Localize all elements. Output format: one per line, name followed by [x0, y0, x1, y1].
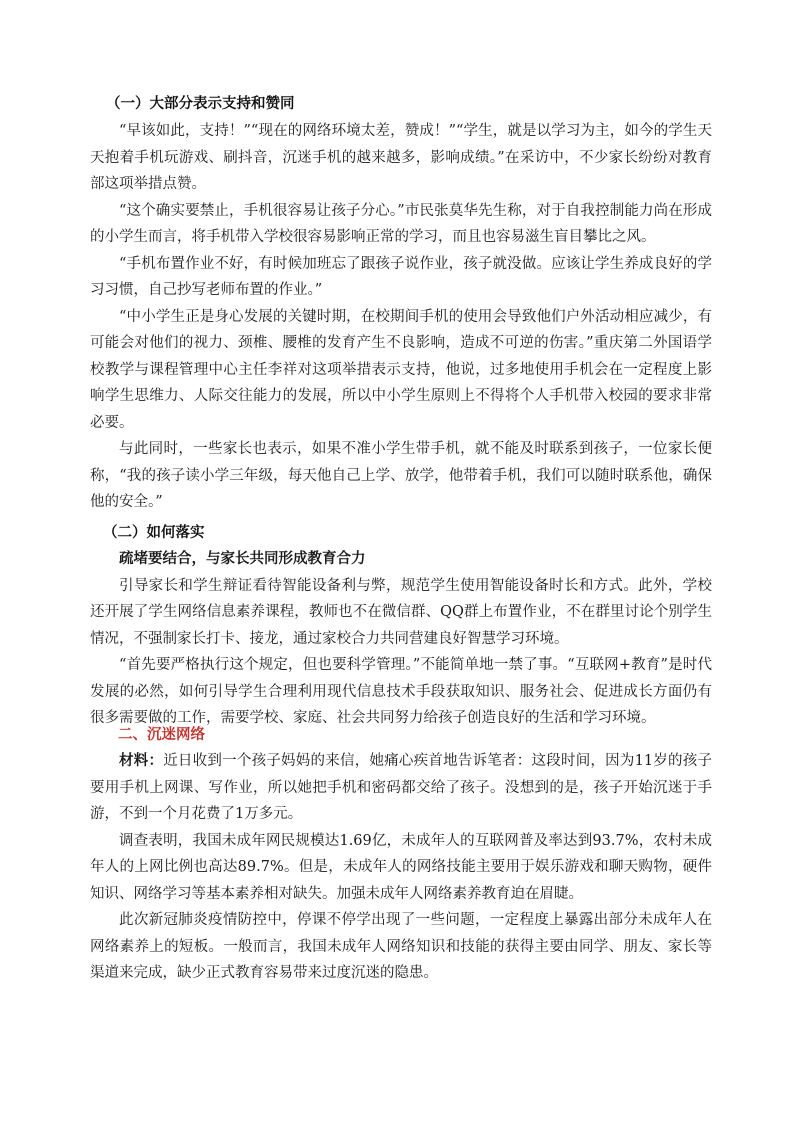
paragraph: “这个确实要禁止，手机很容易让孩子分心。”市民张莫华先生称，对于自我控制能力尚在形成的小学生而言，将手机带入学校很容易影响正常的学习，而且也容易滋生盲目攀比之风。: [90, 202, 712, 245]
paragraph: “手机布置作业不好，有时候加班忘了跟孩子说作业，孩子就没做。应该让学生养成良好的学习习惯，自己抄写老师布置的作业。”: [90, 255, 712, 298]
material-text: 近日收到一个孩子妈妈的来信，她痛心疾首地告诉笔者：这段时间，因为11岁的孩子要用手机上网课、写作业，所以她把手机和密码都交给了孩子。没想到的是，孩子开始沉迷于手游，不到一个月花费了1万多元。: [90, 753, 713, 822]
section-heading-implementation: （二）如何落实: [103, 524, 205, 541]
paragraph: 与此同时，一些家长也表示，如果不准小学生带手机，就不能及时联系到孩子，一位家长便称，“我的孩子读小学三年级，每天他自己上学、放学，他带着手机，我们可以随时联系他，确保他的安全。”: [90, 441, 712, 510]
paragraph: 此次新冠肺炎疫情防控中，停课不停学出现了一些问题，一定程度上暴露出部分未成年人在网络素养上的短板。一般而言，我国未成年人网络知识和技能的获得主要由同学、朋友、家长等渠道来完成，缺少正式教育容易带来过度沉迷的隐患。: [90, 912, 712, 981]
material-paragraph: [90, 748, 712, 828]
section-support-body: [90, 118, 712, 516]
paragraph: “早该如此，支持！”“现在的网络环境太差，赞成！”“学生，就是以学习为主，如今的学生天天抱着手机玩游戏、刷抖音，沉迷手机的越来越多，影响成绩。”在采访中，不少家长纷纷对教育部这项举措点赞。: [90, 123, 712, 192]
section-heading-internet-addiction: 二、沉迷网络: [118, 726, 205, 743]
section-addiction-body: [90, 748, 712, 987]
material-label: 材料：: [119, 752, 164, 769]
subheading: 疏堵要结合，与家长共同形成教育合力: [119, 550, 366, 567]
paragraph: 引导家长和学生辩证看待智能设备利与弊，规范学生使用智能设备时长和方式。此外，学校还开展了学生网络信息素养课程，教师也不在微信群、QQ群上布置作业，不在群里讨论个别学生情况，不强制家长打卡、接龙，通过家校合力共同营建良好智慧学习环境。: [90, 577, 712, 647]
section-implementation-body: [90, 546, 712, 732]
section-heading-support: （一）大部分表示支持和赞同: [106, 95, 295, 112]
paragraph: “首先要严格执行这个规定，但也要科学管理。”不能简单地一禁了事。“互联网+教育”是时代发展的必然，如何引导学生合理利用现代信息技术手段获取知识、服务社会、促进成长方面仍有很多需要做的工作，需要学校、家庭、社会共同努力给孩子创造良好的生活和学习环境。: [90, 657, 712, 726]
paragraph: “中小学生正是身心发展的关键时期，在校期间手机的使用会导致他们户外活动相应减少，有可能会对他们的视力、颈椎、腰椎的发育产生不良影响，造成不可逆的伤害。”重庆第二外国语学校教学与课程管理中心主任李祥对这项举措表示支持，他说，过多地使用手机会在一定程度上影响学生思维力、人际交往能力的发展，所以中小学生原则上不得将个人手机带入校园的要求非常必要。: [90, 308, 712, 431]
paragraph: 调查表明，我国未成年网民规模达1.69亿，未成年人的互联网普及率达到93.7%，农村未成年人的上网比例也高达89.7%。但是，未成年人的网络技能主要用于娱乐游戏和聊天购物，硬件知识、网络学习等基本素养相对缺失。加强未成年人网络素养教育迫在眉睫。: [90, 832, 712, 902]
